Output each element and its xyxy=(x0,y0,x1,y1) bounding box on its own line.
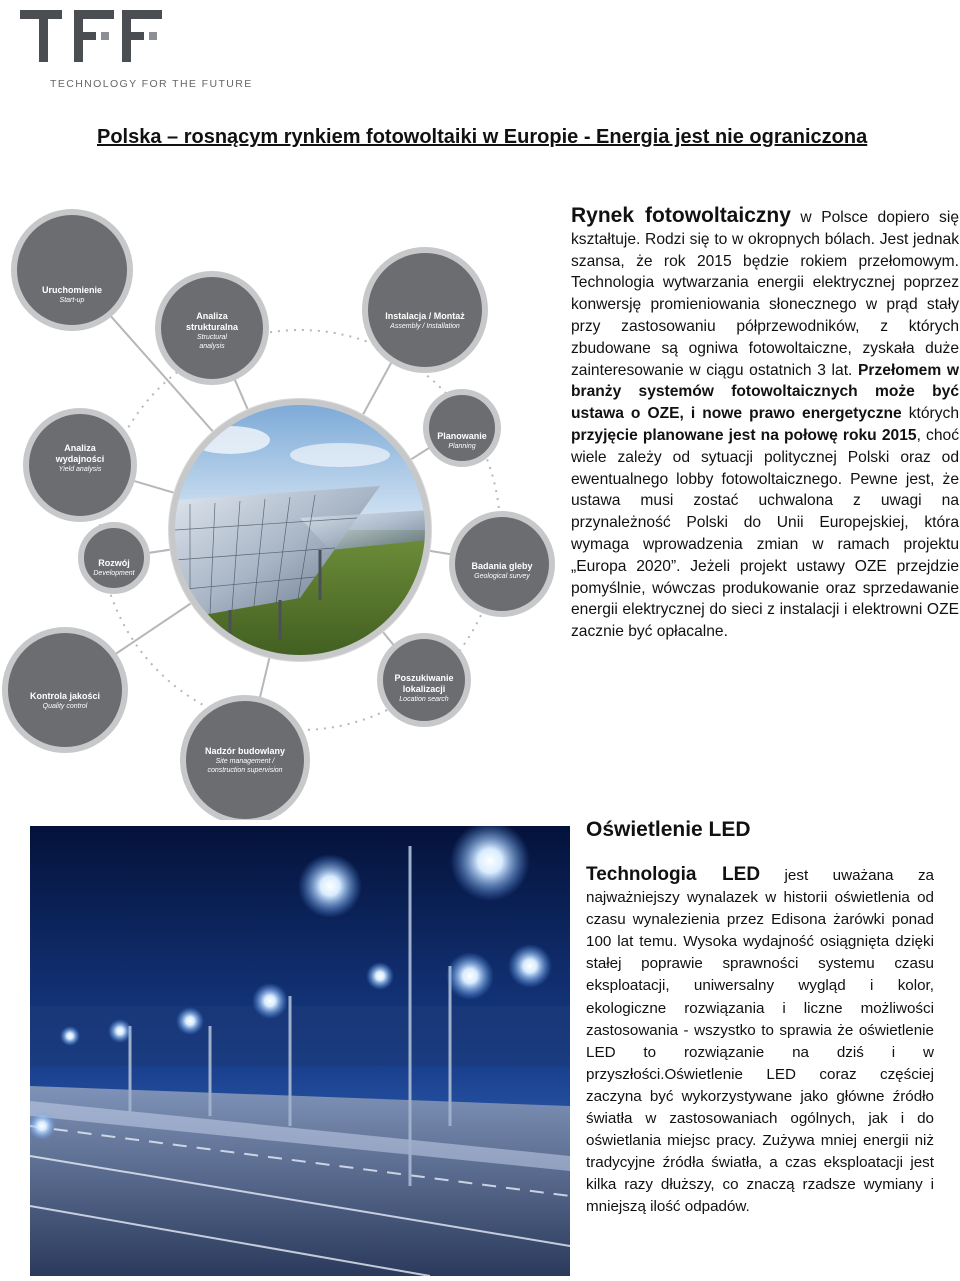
company-logo xyxy=(8,6,253,90)
article-led-text: jest uważana za najważniejszy wynalazek w historii oświetlenia od czasu wynalezienia przez Edisona żarówki ponad 100 lat temu. Wysoka wydajność osiągnięta dzięki stałej poprawie sprawności systemu czasu eksploatacji, uniwersalny wygląd i kolor, ekologiczne rozwiązania i liczne możliwości zastosowania - wszystko to sprawia że oświetlenie LED to rozwiązanie na dziś i w przyszłości.Oświetlenie LED coraz częściej zaczyna być wykorzystywane jako główne źródło światła w zastosowaniach ogólnych, jak i do oświetlania miejsc pracy. Zużywa mniej energii niż tradycyjne źródła światła, a czas eksploatacji jest kilka razy dłuższy, co znaczą rzadsze wymiany i mniejszą ilość odpadów. xyxy=(586,867,934,1216)
tff-logo-mark xyxy=(8,6,234,76)
node-installation-title: Instalacja / Montaż xyxy=(385,311,465,321)
page-title: Polska – rosnącym rynkiem fotowoltaiki w Europie - Energia jest nie ograniczona xyxy=(97,126,868,148)
node-geological xyxy=(457,550,547,592)
logo-tagline: TECHNOLOGY FOR THE FUTURE xyxy=(50,78,253,90)
article-photovoltaics-text-3: , choć wiele zależy od sytuacji politycznej Polski oraz od ewentualnego lobby fotowoltaicznego. Pewne jest, że ustawa musi zostać uchwalona z uwagi na przynależność Polski do Unii Europejskiej, która wymaga wprowadzenia zmian w ramach projektu „Europa 2020”. Jeżeli projekt ustawy OZE przejdzie pomyślnie, wówczas produkowanie oraz sprzedawanie energii elektrycznej do sieci z instalacji i elektrowni OZE zacznie być opłacalne. xyxy=(571,426,959,641)
process-diagram xyxy=(0,200,560,820)
node-startup-title: Uruchomienie xyxy=(41,285,102,295)
highway-night-image xyxy=(30,826,570,1276)
node-planning xyxy=(427,420,497,462)
article-photovoltaics-text-2: których xyxy=(901,405,959,423)
article-photovoltaics-bold-1: Przełomem w branży systemów fotowoltaicznych może być ustawa o OZE, i nowe prawo energetyczne xyxy=(571,361,959,423)
node-site-management xyxy=(190,735,300,786)
article-photovoltaics-lead: Rynek fotowoltaiczny xyxy=(571,204,791,227)
node-location-subtitle: Location search xyxy=(399,696,449,703)
node-quality xyxy=(15,680,115,722)
node-installation xyxy=(370,300,480,342)
node-yield xyxy=(35,432,125,485)
node-structural-subtitle: Structural analysis xyxy=(197,334,227,350)
article-led xyxy=(586,864,934,1219)
node-planning-title: Planowanie xyxy=(437,431,487,441)
node-geological-subtitle: Geological survey xyxy=(474,573,530,580)
node-quality-title: Kontrola jakości xyxy=(29,691,101,701)
article-photovoltaics xyxy=(571,205,959,643)
node-development xyxy=(84,547,144,589)
node-site-management-subtitle: Site management / construction supervision xyxy=(207,758,283,774)
node-installation-subtitle: Assembly / Installation xyxy=(390,323,460,330)
node-location-title: Poszukiwanie lokalizacji xyxy=(394,673,454,694)
node-planning-subtitle: Planning xyxy=(448,443,476,450)
node-location xyxy=(382,662,466,715)
led-street-lighting-photo xyxy=(30,826,570,1276)
article-led-heading: Oświetlenie LED xyxy=(586,818,751,841)
node-site-management-title: Nadzór budowlany xyxy=(204,746,285,756)
article-led-lead: Technologia LED xyxy=(586,864,761,885)
node-startup-subtitle: Start-up xyxy=(59,297,85,304)
node-structural-title: Analiza strukturalna xyxy=(185,311,238,332)
node-yield-subtitle: Yield analysis xyxy=(58,466,102,473)
node-yield-title: Analiza wydajności xyxy=(55,443,105,464)
article-photovoltaics-bold-2: przyjęcie planowane jest na połowę roku 2015 xyxy=(571,426,917,444)
node-structural xyxy=(167,300,257,362)
node-development-title: Rozwój xyxy=(98,558,130,568)
node-startup xyxy=(22,274,122,316)
article-photovoltaics-text-1: w Polsce dopiero się kształtuje. Rodzi się to w okropnych bólach. Jest jednak szansa, że rok 2015 będzie rokiem przełomowym. Technologia wytwarzania energii elektrycznej poprzez konwersję promieniowania słonecznego w prąd stały przy zastosowaniu półprzewodników, z których zbudowane są ogniwa fotowoltaiczne, zyskała duże zainteresowanie w ciągu ostatnich 3 lat. xyxy=(571,209,959,379)
node-development-subtitle: Development xyxy=(93,570,135,577)
node-quality-subtitle: Quality control xyxy=(42,703,88,710)
node-geological-title: Badania gleby xyxy=(471,561,533,571)
